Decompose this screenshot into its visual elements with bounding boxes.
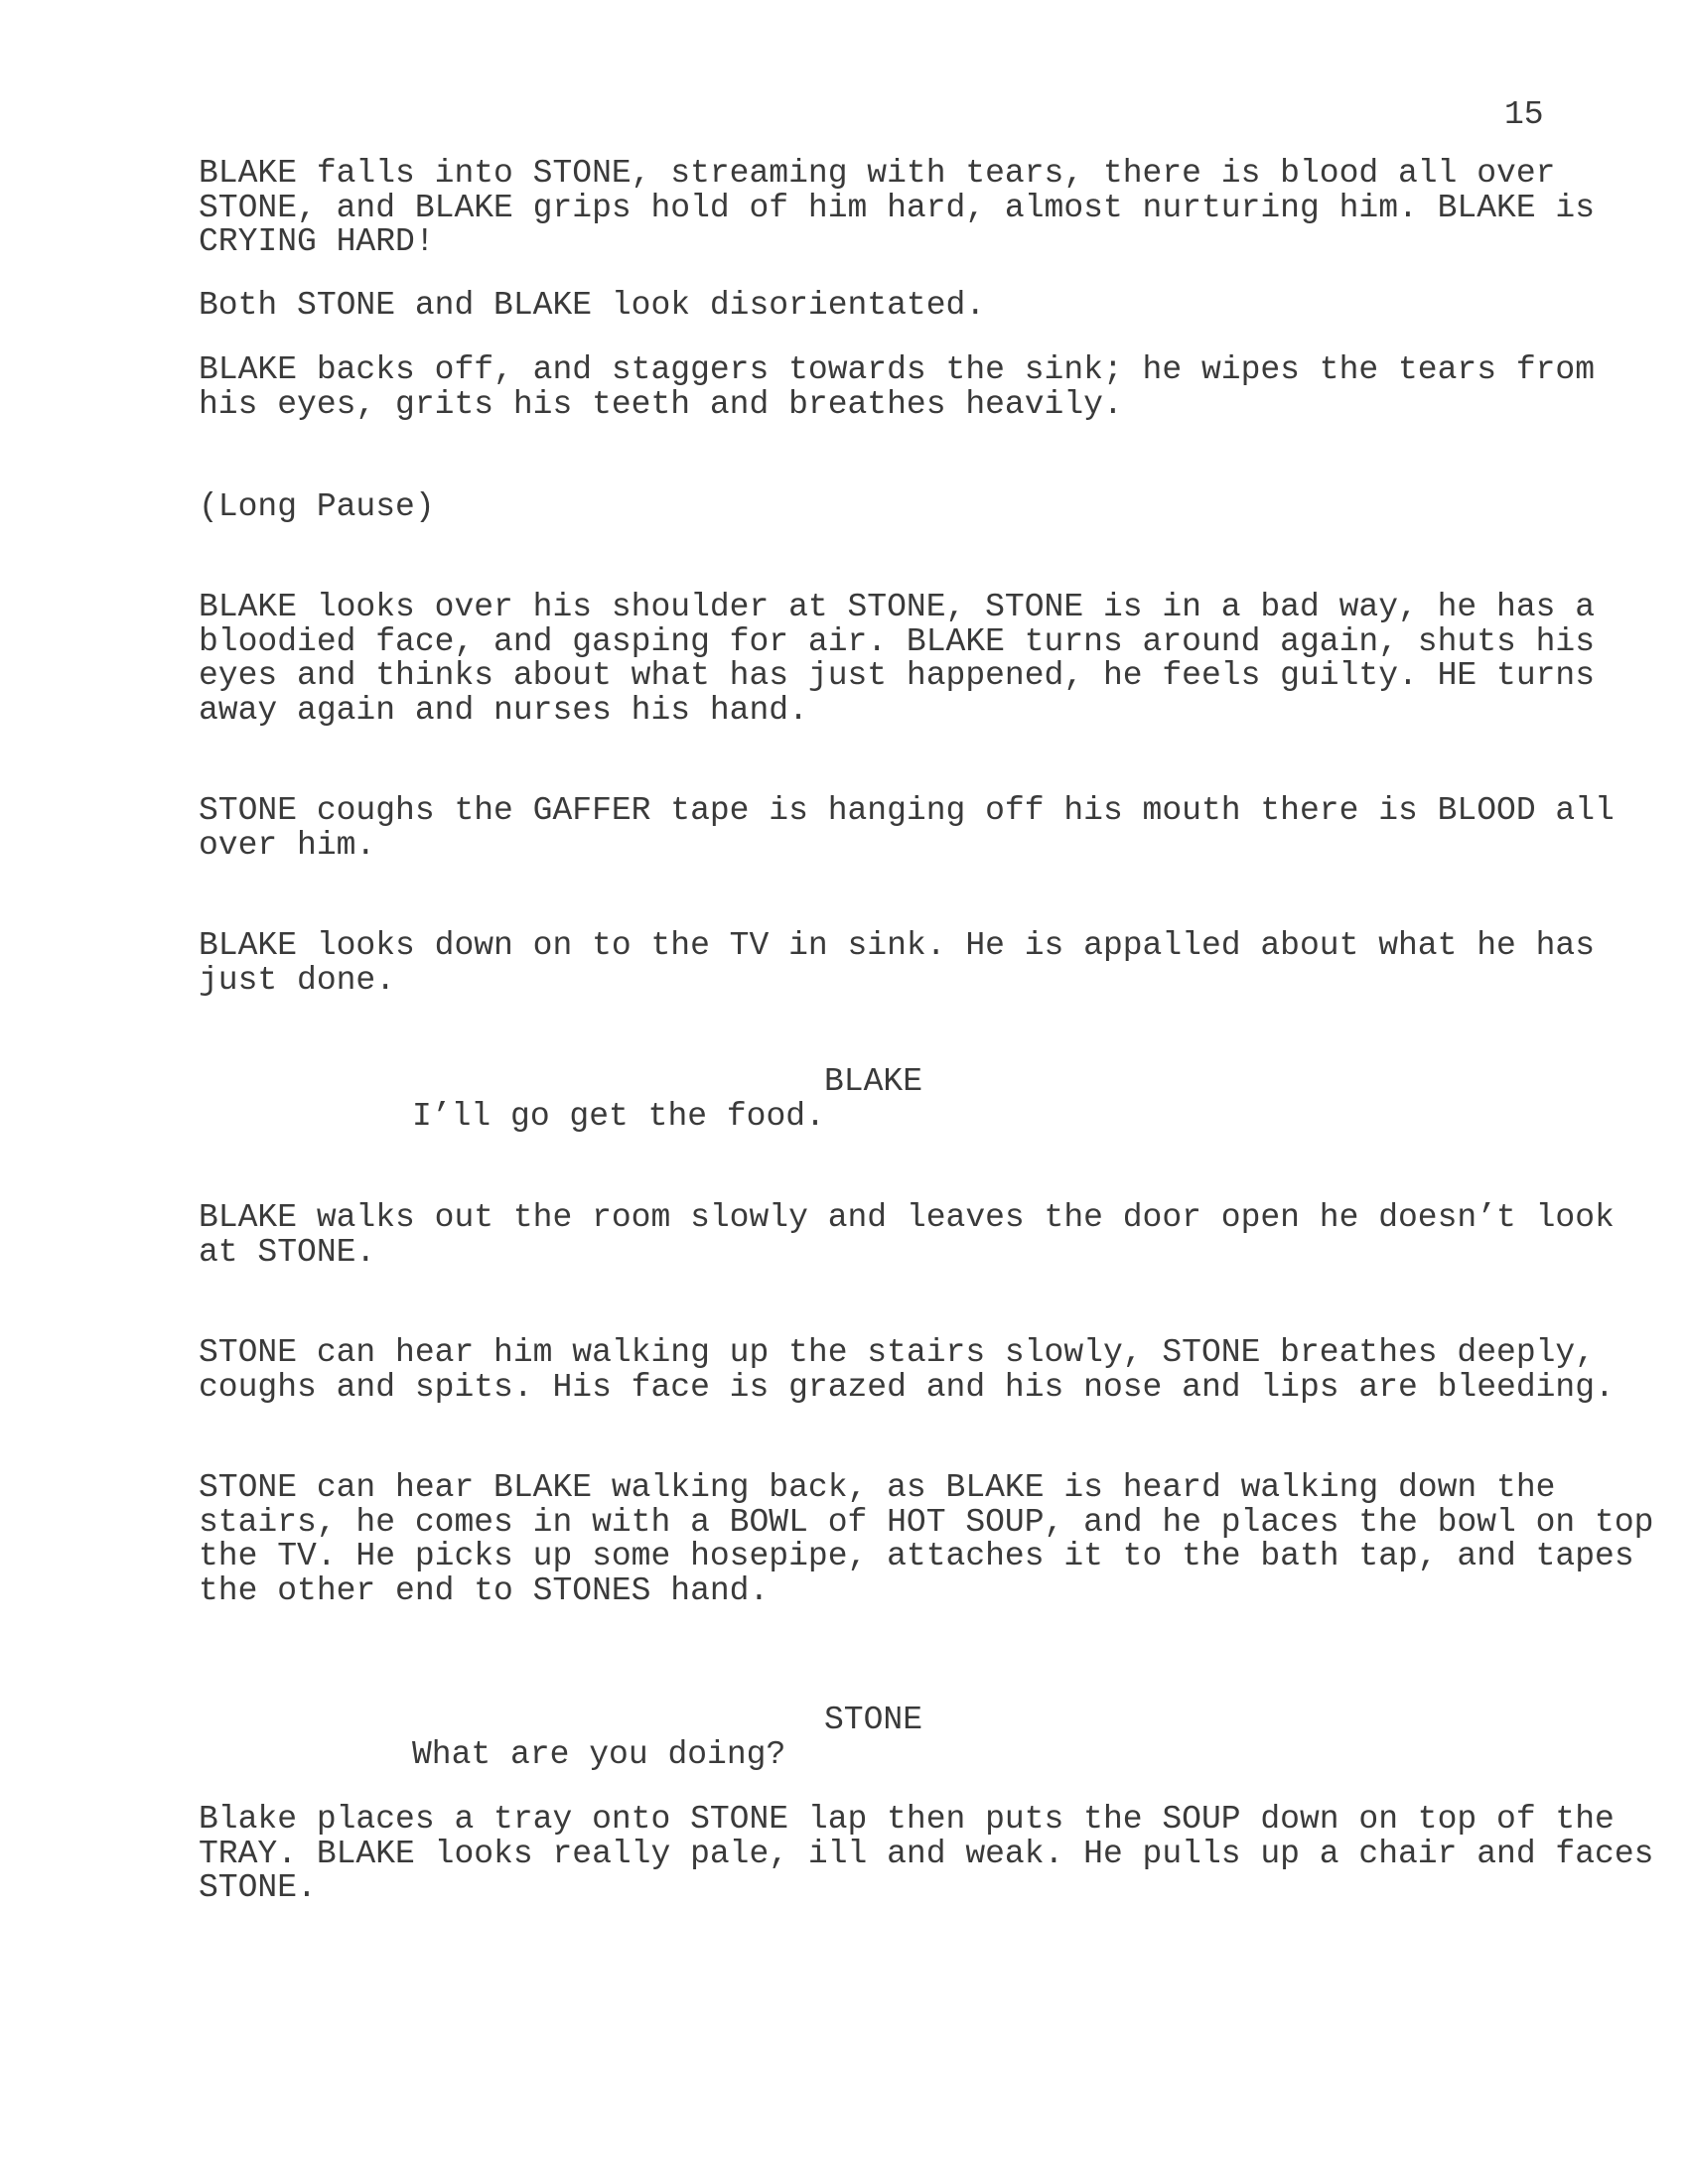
dialogue-line: What are you doing?: [412, 1736, 786, 1773]
action-paragraph: Both STONE and BLAKE look disorientated.: [199, 287, 986, 324]
action-paragraph: STONE can hear BLAKE walking back, as BLAKE is heard walking down the stairs, he comes in with a BOWL of HOT SOUP, and he places the bowl on top the TV. He picks up some hosepipe, attaches it to the bath tap, and tapes the other end to STONES hand.: [199, 1469, 1654, 1609]
parenthetical-pause: (Long Pause): [199, 488, 435, 525]
action-paragraph: Blake places a tray onto STONE lap then puts the SOUP down on top of the TRAY. BLAKE looks really pale, ill and weak. He pulls up a chair and faces STONE.: [199, 1801, 1654, 1906]
action-paragraph: BLAKE backs off, and staggers towards the sink; he wipes the tears from his eyes, grits his teeth and breathes heavily.: [199, 351, 1596, 423]
page-number: 15: [1504, 96, 1544, 133]
action-paragraph: BLAKE falls into STONE, streaming with tears, there is blood all over STONE, and BLAKE grips hold of him hard, almost nurturing him. BLAKE is CRYING HARD!: [199, 155, 1596, 260]
character-cue: STONE: [824, 1702, 923, 1738]
action-paragraph: BLAKE looks down on to the TV in sink. He is appalled about what he has just done.: [199, 927, 1596, 999]
character-cue: BLAKE: [824, 1063, 923, 1100]
action-paragraph: STONE can hear him walking up the stairs slowly, STONE breathes deeply, coughs and spits. His face is grazed and his nose and lips are bleeding.: [199, 1334, 1615, 1406]
action-paragraph: BLAKE walks out the room slowly and leaves the door open he doesn’t look at STONE.: [199, 1199, 1615, 1271]
dialogue-line: I’ll go get the food.: [412, 1098, 825, 1135]
action-paragraph: BLAKE looks over his shoulder at STONE, STONE is in a bad way, he has a bloodied face, and gasping for air. BLAKE turns around again, shuts his eyes and thinks about what has just happened, he feels guilty. HE turns away again and nurses his hand.: [199, 589, 1596, 729]
action-paragraph: STONE coughs the GAFFER tape is hanging off his mouth there is BLOOD all over him.: [199, 792, 1615, 864]
